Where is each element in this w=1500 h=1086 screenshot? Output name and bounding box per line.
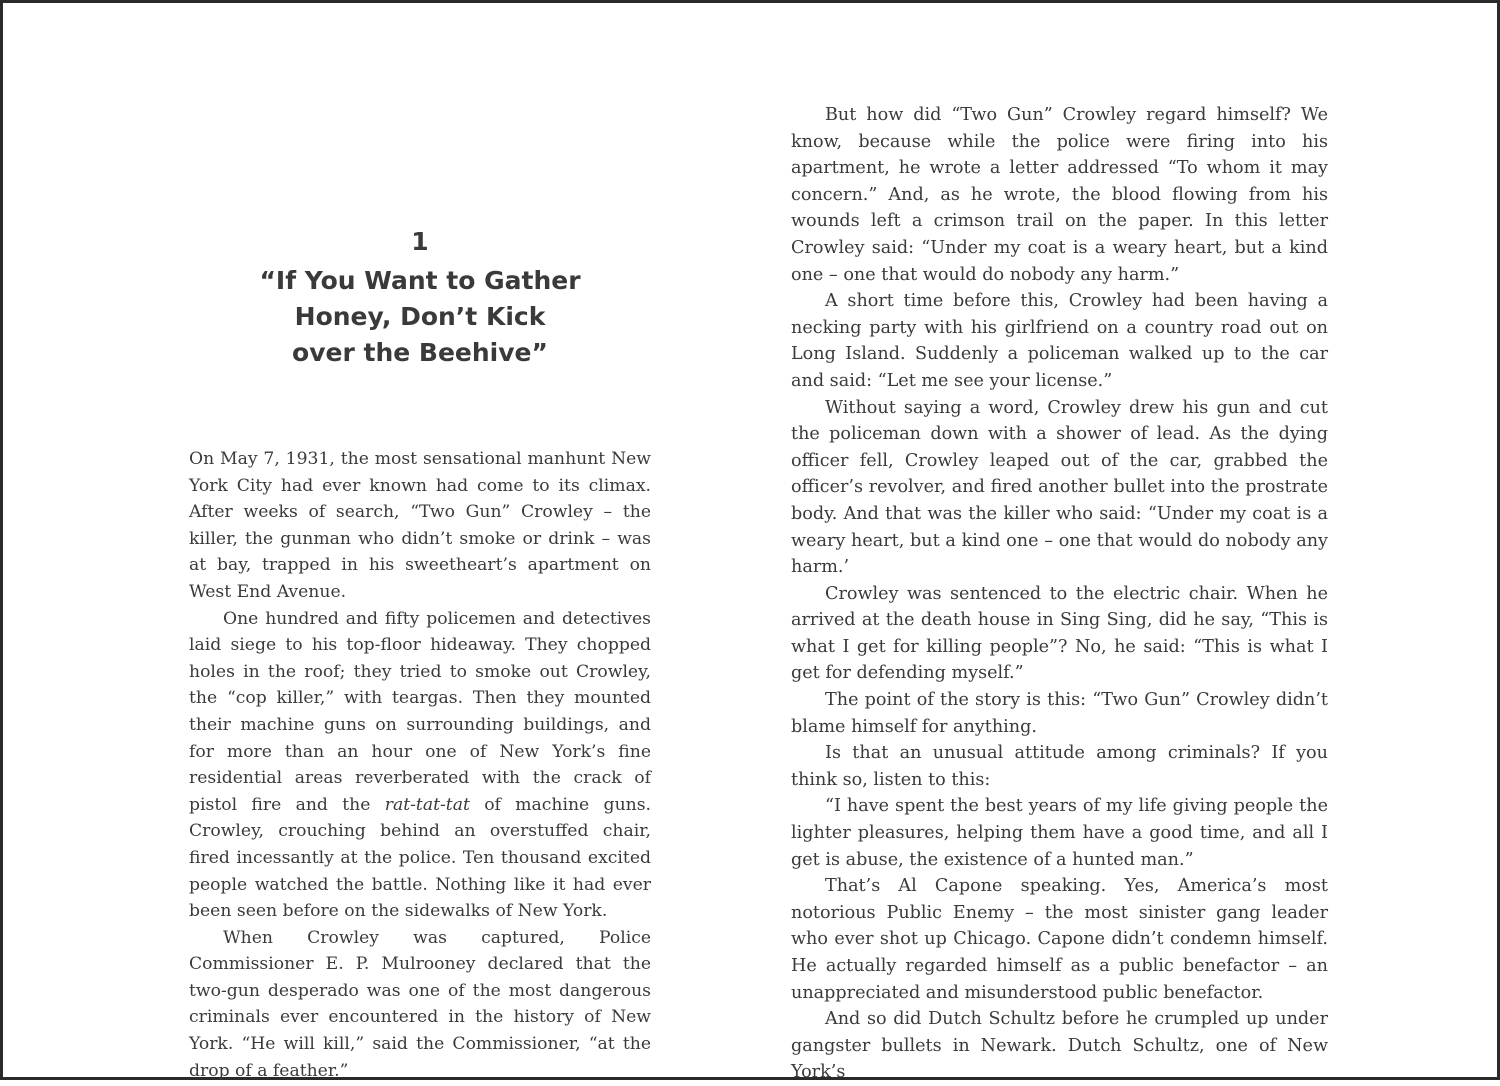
paragraph: And so did Dutch Schultz before he crumpled up under gangster bullets in Newark. Dutch Schultz, one of New York’s [791, 1009, 1328, 1083]
paragraph: When Crowley was captured, Police Commissioner E. P. Mulrooney declared that the two-gun desperado was one of the most dangerous criminals ever encountered in the history of New York. “He will kill,” said the Commissioner, “at the drop of a feather.” [189, 927, 651, 1081]
paragraph: Is that an unusual attitude among criminals? If you think so, listen to this: [791, 743, 1328, 790]
chapter-title-line: “If You Want to Gather [259, 266, 581, 295]
chapter-title [189, 263, 651, 371]
italic-text: rat-tat-tat [384, 794, 470, 815]
paragraph: “I have spent the best years of my life giving people the lighter pleasures, helping them have a good time, and all I get is abuse, the existence of a hunted man.” [791, 796, 1328, 870]
left-page-body [189, 446, 651, 1084]
chapter-heading [189, 225, 651, 371]
chapter-title-line: Honey, Don’t Kick [294, 302, 546, 331]
paragraph: Without saying a word, Crowley drew his gun and cut the policeman down with a shower of lead. As the dying officer fell, Crowley leaped out of the car, grabbed the officer’s revolver, and fired another bullet into the prostrate body. And that was the killer who said: “Under my coat is a weary heart, but a kind one – one that would do nobody any harm.’ [791, 397, 1328, 578]
paragraph: A short time before this, Crowley had been having a necking party with his girlfriend on a country road out on Long Island. Suddenly a policeman walked up to the car and said: “Let me see your license.” [791, 291, 1328, 391]
paragraph: One hundred and fifty policemen and detectives laid siege to his top-floor hideaway. They chopped holes in the roof; they tried to smoke out Crowley, the “cop killer,” with teargas. Then they mounted their machine guns on surrounding buildings, and for more than an hour one of New York’s fine residential areas reverberated with the crack of pistol fire and the rat-tat-tat of machine guns. Crowley, crouching behind an overstuffed chair, fired incessantly at the police. Ten thousand excited people watched the battle. Nothing like it had ever been seen before on the sidewalks of New York. [189, 608, 651, 922]
paragraph: But how did “Two Gun” Crowley regard himself? We know, because while the police were firing into his apartment, he wrote a letter addressed “To whom it may concern.” And, as he wrote, the blood flowing from his wounds left a crimson trail on the paper. In this letter Crowley said: “Under my coat is a weary heart, but a kind one – one that would do nobody any harm.” [791, 105, 1328, 285]
chapter-number: 1 [411, 227, 429, 256]
right-page [791, 102, 1328, 1086]
paragraph: The point of the story is this: “Two Gun” Crowley didn’t blame himself for anything. [791, 690, 1328, 737]
chapter-title-line: over the Beehive” [292, 338, 548, 367]
paragraph: That’s Al Capone speaking. Yes, America’s most notorious Public Enemy – the most sinister gang leader who ever shot up Chicago. Capone didn’t condemn himself. He actually regarded himself as a public benefactor – an unappreciated and misunderstood public benefactor. [791, 876, 1328, 1003]
paragraph: On May 7, 1931, the most sensational manhunt New York City had ever known had come to its climax. After weeks of search, “Two Gun” Crowley – the killer, the gunman who didn’t smoke or drink – was at bay, trapped in his sweetheart’s apartment on West End Avenue. [189, 449, 651, 602]
paragraph: Crowley was sentenced to the electric chair. When he arrived at the death house in Sing Sing, did he say, “This is what I get for killing people”? No, he said: “This is what I get for defending myself.” [791, 583, 1328, 684]
